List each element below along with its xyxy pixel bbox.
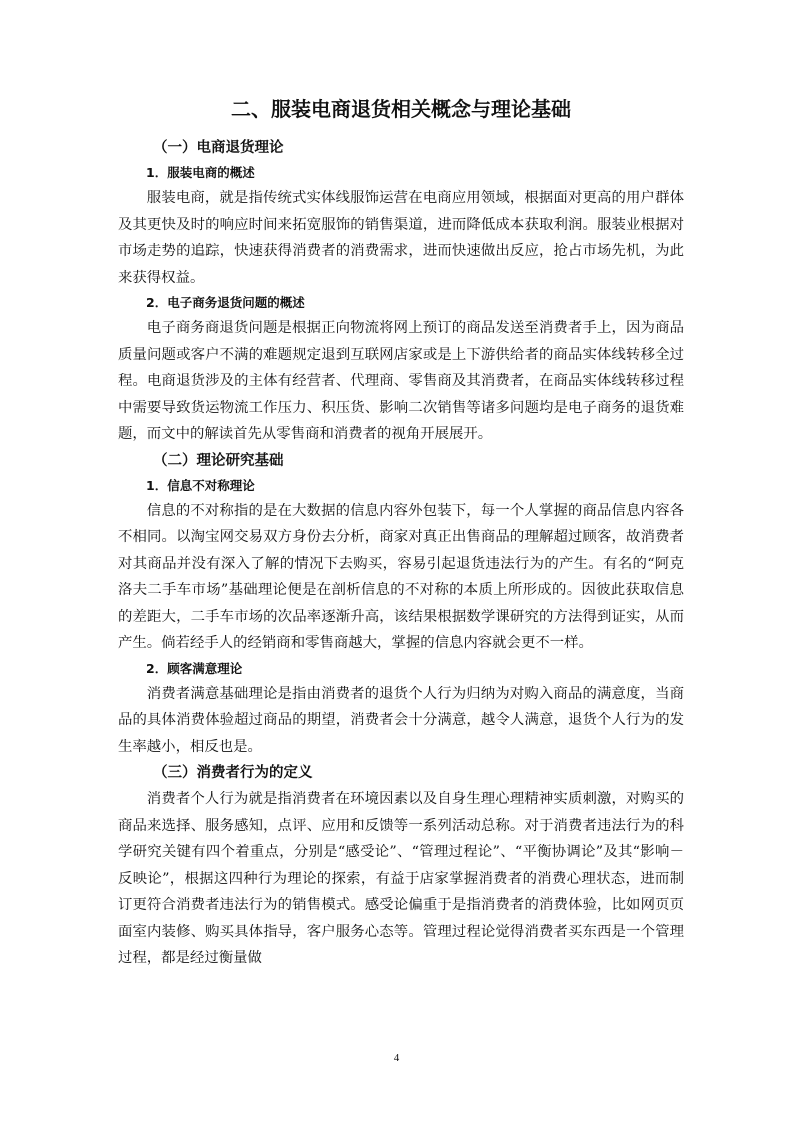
section-heading: （二）理论研究基础: [153, 452, 284, 469]
paragraph: 消费者满意基础理论是指由消费者的退货个人行为归纳为对购入商品的满意度，当商品的具体消费体验超过商品的期望，消费者会十分满意，越令人满意，退货个人行为的发生率越小，相反也是。: [118, 685, 684, 755]
page-number: 4: [393, 1052, 400, 1064]
subsection-heading: 2．顾客满意理论: [146, 660, 243, 676]
page-content: [118, 95, 684, 972]
section-heading: （一）电商退货理论: [153, 140, 284, 156]
subsection-heading: 2．电子商务退货问题的概述: [146, 295, 305, 310]
chapter-title: 二、服装电商退货相关概念与理论基础: [231, 97, 571, 121]
paragraph: 信息的不对称指的是在大数据的信息内容外包装下，每一个人掌握的商品信息内容各不相同。以淘宝网交易双方身份去分析，商家对真正出售商品的理解超过顾客，故消费者对其商品并没有深入了解的情况下去购买，容易引起退货违法行为的产生。有名的“阿克洛夫二手车市场”基础理论便是在剖析信息的不对称的本质上所形成的。因彼此获取信息的差距大，二手车市场的次品率逐渐升高，该结果根据数学课研究的方法得到证实，从而产生。倘若经手人的经销商和零售商越大，掌握的信息内容就会更不一样。: [118, 502, 684, 651]
section-heading: （三）消费者行为的定义: [153, 765, 313, 781]
paragraph: 电子商务商退货问题是根据正向物流将网上预订的商品发送至消费者手上，因为商品质量问题或客户不满的难题规定退到互联网店家或是上下游供给者的商品实体线转移全过程。电商退货涉及的主体有经营者、代理商、零售商及其消费者，在商品实体线转移过程中需要导致货运物流工作压力、积压货、影响二次销售等诸多问题均是电子商务的退货难题，而文中的解读首先从零售商和消费者的视角开展展开。: [118, 320, 684, 442]
paragraph: 服装电商，就是指传统式实体线服饰运营在电商应用领域，根据面对更高的用户群体及其更快及时的响应时间来拓宽服饰的销售渠道，进而降低成本获取利润。服装业根据对市场走势的追踪，快速获得消费者的消费需求，进而快速做出反应，抢占市场先机，为此来获得权益。: [118, 190, 684, 286]
subsection-heading: 1．服装电商的概述: [146, 165, 255, 180]
subsection-heading: 1．信息不对称理论: [146, 477, 255, 493]
paragraph: 消费者个人行为就是指消费者在环境因素以及自身生理心理精神实质刺激，对购买的商品来选择、服务感知，点评、应用和反馈等一系列活动总称。对于消费者违法行为的科学研究关键有四个着重点，分别是“感受论”、“管理过程论”、“平衡协调论”及其“影响－反映论”，根据这四种行为理论的探索，有益于店家掌握消费者的消费心理状态，进而制订更符合消费者违法行为的销售模式。感受论偏重于是指消费者的消费体验，比如网页页面室内装修、购买具体指导，客户服务心态等。管理过程论觉得消费者买东西是一个管理过程，都是经过衡量做: [118, 791, 684, 966]
